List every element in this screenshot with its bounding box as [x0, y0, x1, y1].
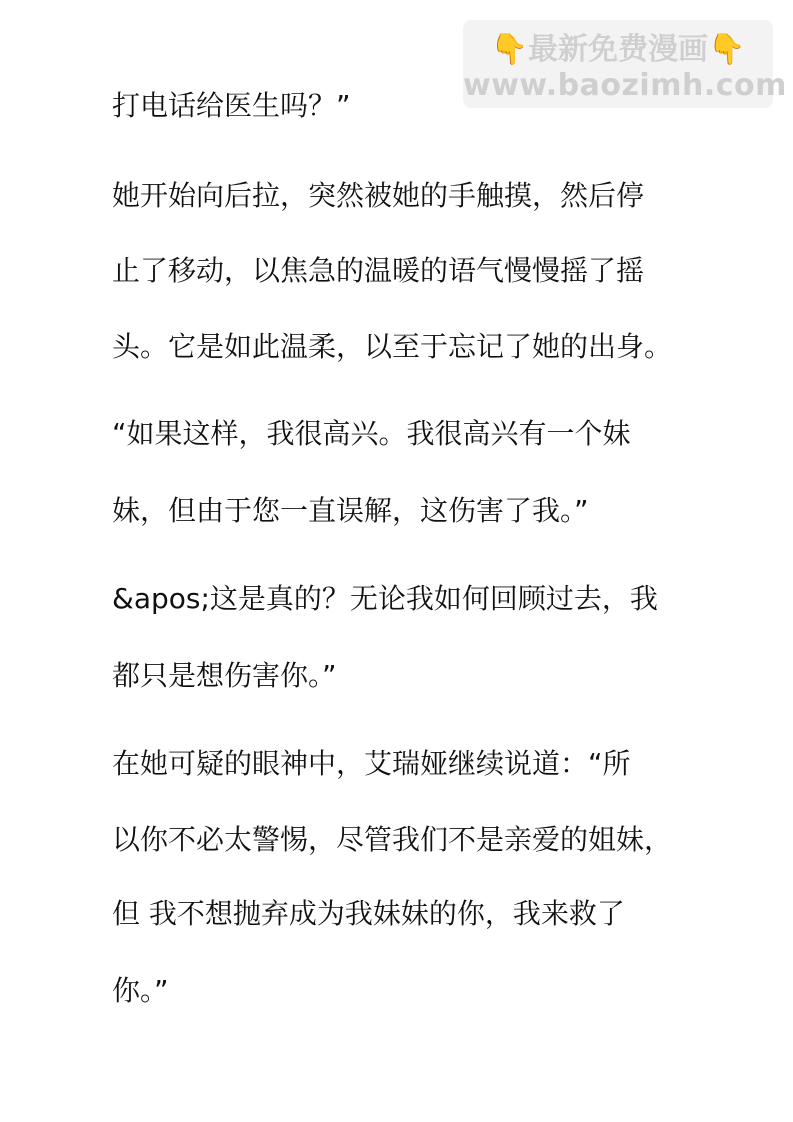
text-line: 她开始向后拉，突然被她的手触摸，然后停 [112, 179, 645, 212]
text-line: 在她可疑的眼神中，艾瑞娅继续说道：“所 [112, 747, 631, 780]
watermark-title-row [463, 32, 773, 68]
text-line: &apos;这是真的？无论我如何回顾过去，我 [112, 582, 658, 615]
text-line: 以你不必太警惕，尽管我们不是亲爱的姐妹， [112, 823, 673, 856]
text-line: 头。它是如此温柔，以至于忘记了她的出身。 [112, 330, 673, 363]
text-line: 止了移动，以焦急的温暖的语气慢慢摇了摇 [112, 254, 645, 287]
watermark-url: www.baozimh.com [463, 68, 787, 103]
watermark-banner [463, 20, 787, 108]
text-line: 妹，但由于您一直误解，这伤害了我。” [112, 494, 589, 527]
pointing-down-icon: 👇 [708, 32, 746, 67]
pointing-down-icon: 👇 [490, 32, 528, 67]
text-line: 你。” [112, 974, 169, 1007]
text-line: 打电话给医生吗？” [112, 89, 351, 122]
text-line: “如果这样，我很高兴。我很高兴有一个妹 [112, 417, 631, 450]
text-line: 都只是想伤害你。” [112, 659, 337, 692]
watermark-title: 最新免费漫画 [528, 32, 708, 67]
text-line: 但 我不想抛弃成为我妹妹的你，我来救了 [112, 897, 625, 930]
